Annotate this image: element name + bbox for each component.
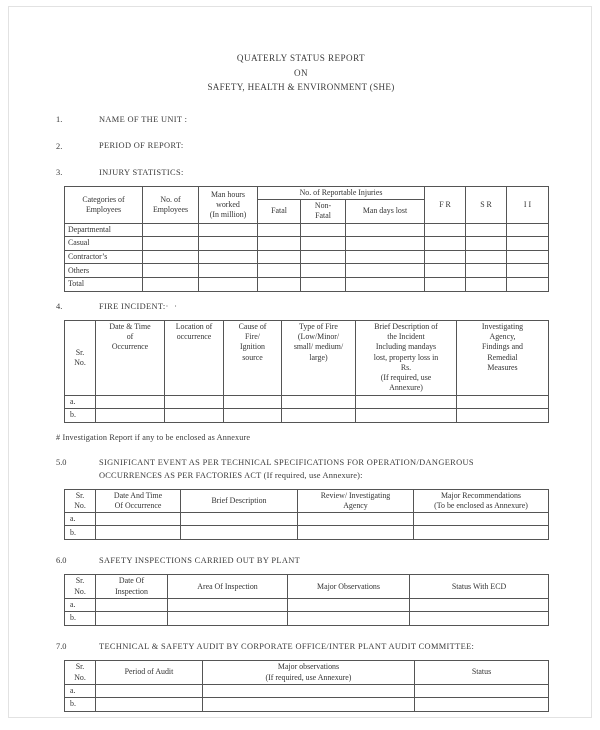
header-sr-no: Sr. No. (65, 575, 96, 598)
cell[interactable] (507, 264, 549, 278)
cell[interactable] (96, 612, 168, 626)
header-area-of-inspection: Area Of Inspection (168, 575, 288, 598)
cell[interactable] (457, 409, 549, 423)
row-label-b: b. (65, 612, 96, 626)
document-title (56, 51, 546, 95)
item-number: 3. (56, 168, 63, 177)
significant-event-table (64, 489, 549, 540)
header-review-investigating-agency: Review/ Investigating Agency (298, 489, 414, 512)
item-label (99, 300, 179, 313)
cell[interactable] (414, 512, 549, 526)
item-label-line2: OCCURRENCES AS PER FACTORIES ACT (If required, use Annexure): (99, 470, 363, 480)
cell[interactable] (282, 395, 356, 409)
header-location-of-occurrence: Location of occurrence (165, 321, 224, 395)
cell[interactable] (258, 250, 301, 264)
cell[interactable] (298, 512, 414, 526)
cell[interactable] (199, 264, 258, 278)
cell[interactable] (143, 250, 199, 264)
cell[interactable] (258, 237, 301, 251)
table-row (65, 512, 549, 526)
cell[interactable] (199, 223, 258, 237)
cell[interactable] (425, 264, 466, 278)
cell[interactable] (301, 223, 346, 237)
cell[interactable] (199, 237, 258, 251)
cell[interactable] (199, 277, 258, 291)
cell[interactable] (466, 223, 507, 237)
cell[interactable] (96, 409, 165, 423)
cell[interactable] (425, 250, 466, 264)
table-row (65, 698, 549, 712)
cell[interactable] (298, 526, 414, 540)
cell[interactable] (96, 512, 181, 526)
cell[interactable] (165, 395, 224, 409)
cell[interactable] (168, 612, 288, 626)
table-header-row (65, 187, 549, 200)
document-body (56, 51, 546, 712)
cell[interactable] (346, 250, 425, 264)
header-reportable-injuries: No. of Reportable Injuries (258, 187, 425, 200)
cell[interactable] (203, 684, 415, 698)
table-row (65, 409, 549, 423)
item-number: 1. (56, 115, 63, 124)
header-no-of-employees: No. of Employees (143, 187, 199, 224)
cell[interactable] (199, 250, 258, 264)
cell[interactable] (96, 526, 181, 540)
cell[interactable] (425, 237, 466, 251)
header-investigating-agency: Investigating Agency, Findings and Remedial Measures (457, 321, 549, 395)
table-row (65, 684, 549, 698)
cell[interactable] (96, 598, 168, 612)
cell[interactable] (466, 277, 507, 291)
header-sr-no: Sr. No. (65, 321, 96, 395)
subheader-non-fatal: Non- Fatal (301, 200, 346, 223)
table-row (65, 395, 549, 409)
table-header-row (65, 575, 549, 598)
row-label-a: a. (65, 395, 96, 409)
cell[interactable] (258, 264, 301, 278)
item-label: TECHNICAL & SAFETY AUDIT BY CORPORATE OFFICE/INTER PLANT AUDIT COMMITTEE: (99, 641, 475, 651)
cell[interactable] (507, 250, 549, 264)
header-date-of-inspection: Date Of Inspection (96, 575, 168, 598)
cell[interactable] (466, 250, 507, 264)
item-number: 2. (56, 141, 63, 151)
header-fr: F R (425, 187, 466, 224)
cell[interactable] (181, 526, 298, 540)
item-injury-statistics (56, 166, 546, 180)
cell[interactable] (143, 223, 199, 237)
header-status-with-ecd: Status With ECD (410, 575, 549, 598)
item-name-of-unit (56, 113, 546, 127)
table-row (65, 277, 549, 291)
cell[interactable] (143, 264, 199, 278)
table-header-row (65, 321, 549, 395)
item-safety-inspections (56, 554, 546, 568)
row-label-a: a. (65, 598, 96, 612)
cell[interactable] (466, 237, 507, 251)
cell[interactable] (165, 409, 224, 423)
header-major-recommendations: Major Recommendations (To be enclosed as Annexure) (414, 489, 549, 512)
cell[interactable] (288, 612, 410, 626)
row-label-others: Others (65, 264, 143, 278)
table-row (65, 598, 549, 612)
header-categories: Categories of Employees (65, 187, 143, 224)
cell[interactable] (288, 598, 410, 612)
cell[interactable] (410, 612, 549, 626)
header-ii: I I (507, 187, 549, 224)
table-row (65, 237, 549, 251)
item-number: 6.0 (56, 556, 67, 566)
cell[interactable] (301, 264, 346, 278)
row-label-contractors: Contractor’s (65, 250, 143, 264)
cell[interactable] (346, 264, 425, 278)
table-row (65, 264, 549, 278)
cell[interactable] (143, 277, 199, 291)
cell[interactable] (415, 684, 549, 698)
cell[interactable] (346, 237, 425, 251)
investigation-report-note: # Investigation Report if any to be enclosed as Annexure (56, 432, 251, 442)
cell[interactable] (143, 237, 199, 251)
row-label-casual: Casual (65, 237, 143, 251)
row-label-departmental: Departmental (65, 223, 143, 237)
title-line-1: QUATERLY STATUS REPORT (236, 53, 366, 63)
cell[interactable] (457, 395, 549, 409)
item-label: NAME OF THE UNIT : (99, 114, 188, 124)
cell[interactable] (96, 684, 203, 698)
subheader-fatal: Fatal (258, 200, 301, 223)
cell[interactable] (168, 598, 288, 612)
item-significant-event (56, 456, 546, 482)
header-date-and-time-of-occurrence: Date And Time Of Occurrence (96, 489, 181, 512)
document-page (8, 6, 592, 718)
cell[interactable] (346, 223, 425, 237)
item-label: PERIOD OF REPORT: (99, 141, 184, 150)
item-number: 5.0 (56, 458, 67, 467)
item-label-text: FIRE INCIDENT: (99, 301, 166, 311)
cell[interactable] (415, 698, 549, 712)
item-fire-incident (56, 300, 546, 314)
cell[interactable] (301, 277, 346, 291)
table-row (65, 223, 549, 237)
cell[interactable] (96, 698, 203, 712)
cell[interactable] (181, 512, 298, 526)
cell[interactable] (301, 250, 346, 264)
row-label-total: Total (65, 277, 143, 291)
cell[interactable] (425, 223, 466, 237)
cell[interactable] (224, 395, 282, 409)
cell[interactable] (507, 237, 549, 251)
injury-statistics-table (64, 186, 549, 292)
table-row (65, 250, 549, 264)
cell[interactable] (507, 223, 549, 237)
header-brief-description: Brief Description (181, 489, 298, 512)
row-label-b: b. (65, 526, 96, 540)
item-label-line1: SIGNIFICANT EVENT AS PER TECHNICAL SPECIFICATIONS FOR OPERATION/DANGEROUS (99, 457, 474, 467)
header-sr-no: Sr. No. (65, 489, 96, 512)
cell[interactable] (96, 395, 165, 409)
header-date-time-of-occurrence: Date & Time of Occurrence (96, 321, 165, 395)
item-technical-safety-audit (56, 640, 546, 654)
item-number: 4. (56, 302, 63, 312)
cell[interactable] (258, 277, 301, 291)
row-label-a: a. (65, 512, 96, 526)
row-label-a: a. (65, 684, 96, 698)
title-line-2: ON (293, 67, 309, 78)
cell[interactable] (356, 409, 457, 423)
subheader-man-days-lost: Man days lost (346, 200, 425, 223)
technical-safety-audit-table (64, 660, 549, 711)
cell[interactable] (301, 237, 346, 251)
fire-incident-table (64, 320, 549, 422)
header-major-observations: Major observations (If required, use Annexure) (203, 661, 415, 684)
title-line-3: SAFETY, HEALTH & ENVIRONMENT (SHE) (207, 82, 395, 92)
table-header-row (65, 661, 549, 684)
item-period-of-report (56, 139, 546, 153)
header-period-of-audit: Period of Audit (96, 661, 203, 684)
row-label-b: b. (65, 698, 96, 712)
item-label-marks: · · (165, 301, 179, 311)
cell[interactable] (258, 223, 301, 237)
item-label: SAFETY INSPECTIONS CARRIED OUT BY PLANT (99, 555, 301, 565)
cell[interactable] (425, 277, 466, 291)
header-sr: S R (466, 187, 507, 224)
cell[interactable] (346, 277, 425, 291)
table-header-row (65, 489, 549, 512)
row-label-b: b. (65, 409, 96, 423)
cell[interactable] (410, 598, 549, 612)
cell[interactable] (356, 395, 457, 409)
cell[interactable] (282, 409, 356, 423)
safety-inspection-table (64, 574, 549, 625)
header-type-of-fire: Type of Fire (Low/Minor/ small/ medium/ large) (282, 321, 356, 395)
header-major-observations: Major Observations (288, 575, 410, 598)
header-sr-no: Sr. No. (65, 661, 96, 684)
item-label: INJURY STATISTICS: (99, 167, 184, 177)
cell[interactable] (203, 698, 415, 712)
cell[interactable] (414, 526, 549, 540)
cell[interactable] (224, 409, 282, 423)
item-number: 7.0 (56, 642, 67, 652)
header-cause-of-fire: Cause of Fire/ Ignition source (224, 321, 282, 395)
table-row (65, 612, 549, 626)
table-row (65, 526, 549, 540)
cell[interactable] (466, 264, 507, 278)
header-status: Status (415, 661, 549, 684)
item-label (99, 456, 474, 482)
cell[interactable] (507, 277, 549, 291)
header-man-hours-worked: Man hours worked (In million) (199, 187, 258, 224)
header-brief-description: Brief Description of the Incident Including mandays lost, property loss in Rs. (If required, use Annexure) (356, 321, 457, 395)
